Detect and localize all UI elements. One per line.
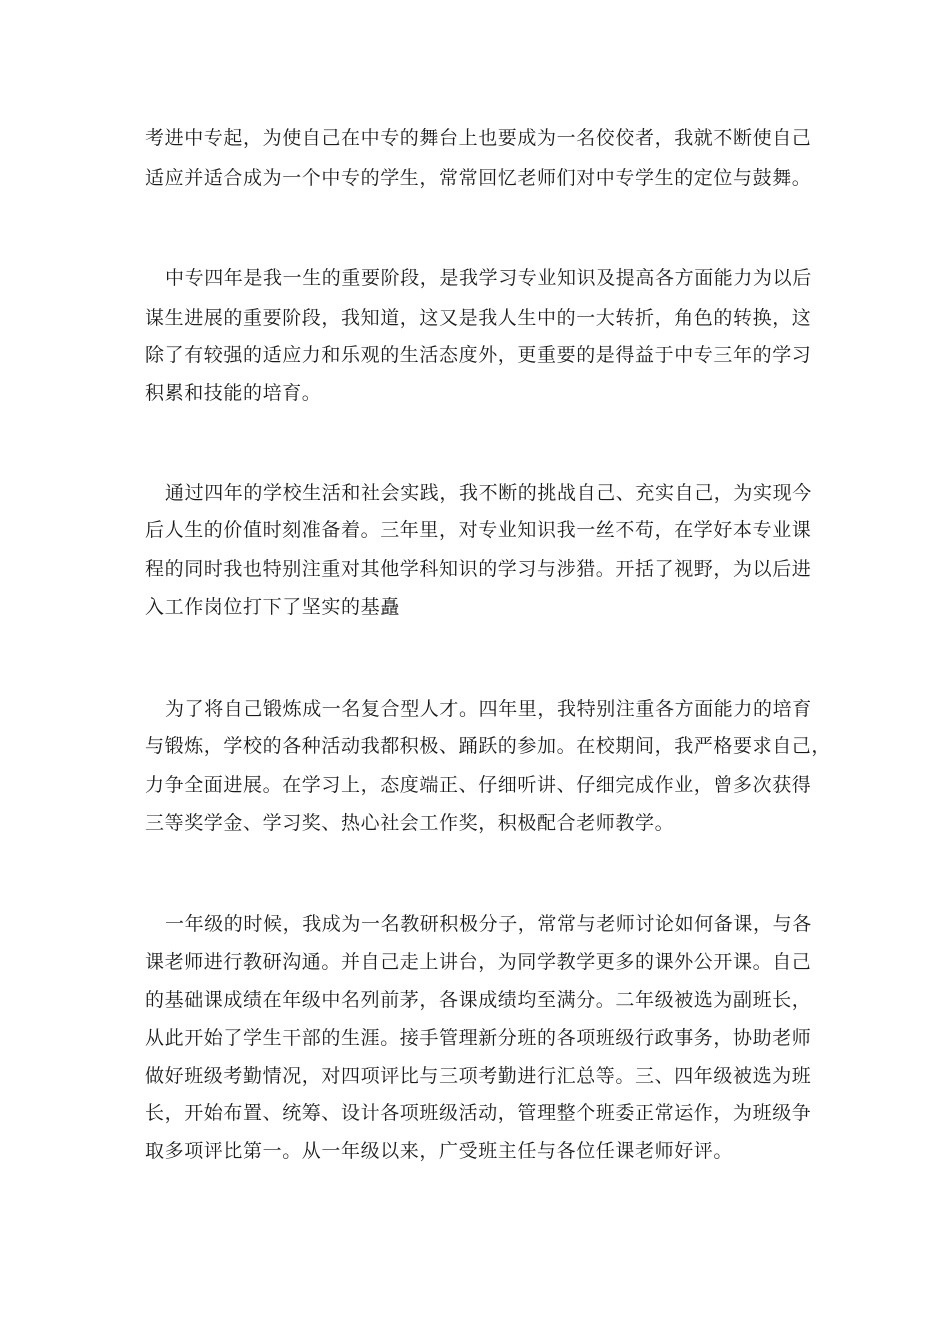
- paragraph-5-line-1: 一年级的时候，我成为一名教研积极分子，常常与老师讨论如何备课，与各: [165, 913, 812, 935]
- paragraph-2-line-4: 积累和技能的培育。: [145, 382, 322, 404]
- paragraph-5-line-7: 取多项评比第一。从一年级以来，广受班主任与各位任课老师好评。: [145, 1140, 734, 1162]
- paragraph-4-line-3: 力争全面进展。在学习上，态度端正、仔细听讲、仔细完成作业，曾多次获得: [145, 774, 812, 796]
- paragraph-1-line-2: 适应并适合成为一个中专的学生，常常回忆老师们对中专学生的定位与鼓舞。: [145, 167, 812, 189]
- paragraph-3-line-3: 程的同时我也特别注重对其他学科知识的学习与涉猎。开括了视野，为以后进: [145, 558, 812, 580]
- paragraph-3-line-4: 入工作岗位打下了坚实的基矗: [145, 596, 400, 618]
- paragraph-4-line-1: 为了将自己锻炼成一名复合型人才。四年里，我特别注重各方面能力的培育: [165, 698, 812, 720]
- paragraph-3-line-1: 通过四年的学校生活和社会实践，我不断的挑战自己、充实自己，为实现今: [165, 482, 812, 504]
- paragraph-3-line-2: 后人生的价值时刻准备着。三年里，对专业知识我一丝不苟，在学好本专业课: [145, 519, 812, 541]
- paragraph-5-line-5: 做好班级考勤情况，对四项评比与三项考勤进行汇总等。三、四年级被选为班: [145, 1065, 812, 1087]
- paragraph-5-line-6: 长，开始布置、统筹、设计各项班级活动，管理整个班委正常运作，为班级争: [145, 1102, 812, 1124]
- paragraph-5-line-3: 的基础课成绩在年级中名列前茅，各课成绩均至满分。二年级被选为副班长，: [145, 989, 812, 1011]
- paragraph-5-line-2: 课老师进行教研沟通。并自己走上讲台，为同学教学更多的课外公开课。自己: [145, 951, 812, 973]
- paragraph-4-line-2: 与锻炼，学校的各种活动我都积极、踊跃的参加。在校期间，我严格要求自己，: [145, 735, 832, 757]
- paragraph-2-line-2: 谋生进展的重要阶段，我知道，这又是我人生中的一大转折，角色的转换，这: [145, 307, 812, 329]
- paragraph-2-line-1: 中专四年是我一生的重要阶段，是我学习专业知识及提高各方面能力为以后: [165, 267, 812, 289]
- paragraph-1-line-1: 考进中专起，为使自己在中专的舞台上也要成为一名佼佼者，我就不断使自己: [145, 127, 812, 149]
- paragraph-2-line-3: 除了有较强的适应力和乐观的生活态度外，更重要的是得益于中专三年的学习: [145, 344, 812, 366]
- paragraph-5-line-4: 从此开始了学生干部的生涯。接手管理新分班的各项班级行政事务，协助老师: [145, 1027, 812, 1049]
- paragraph-4-line-4: 三等奖学金、学习奖、热心社会工作奖，积极配合老师教学。: [145, 812, 675, 834]
